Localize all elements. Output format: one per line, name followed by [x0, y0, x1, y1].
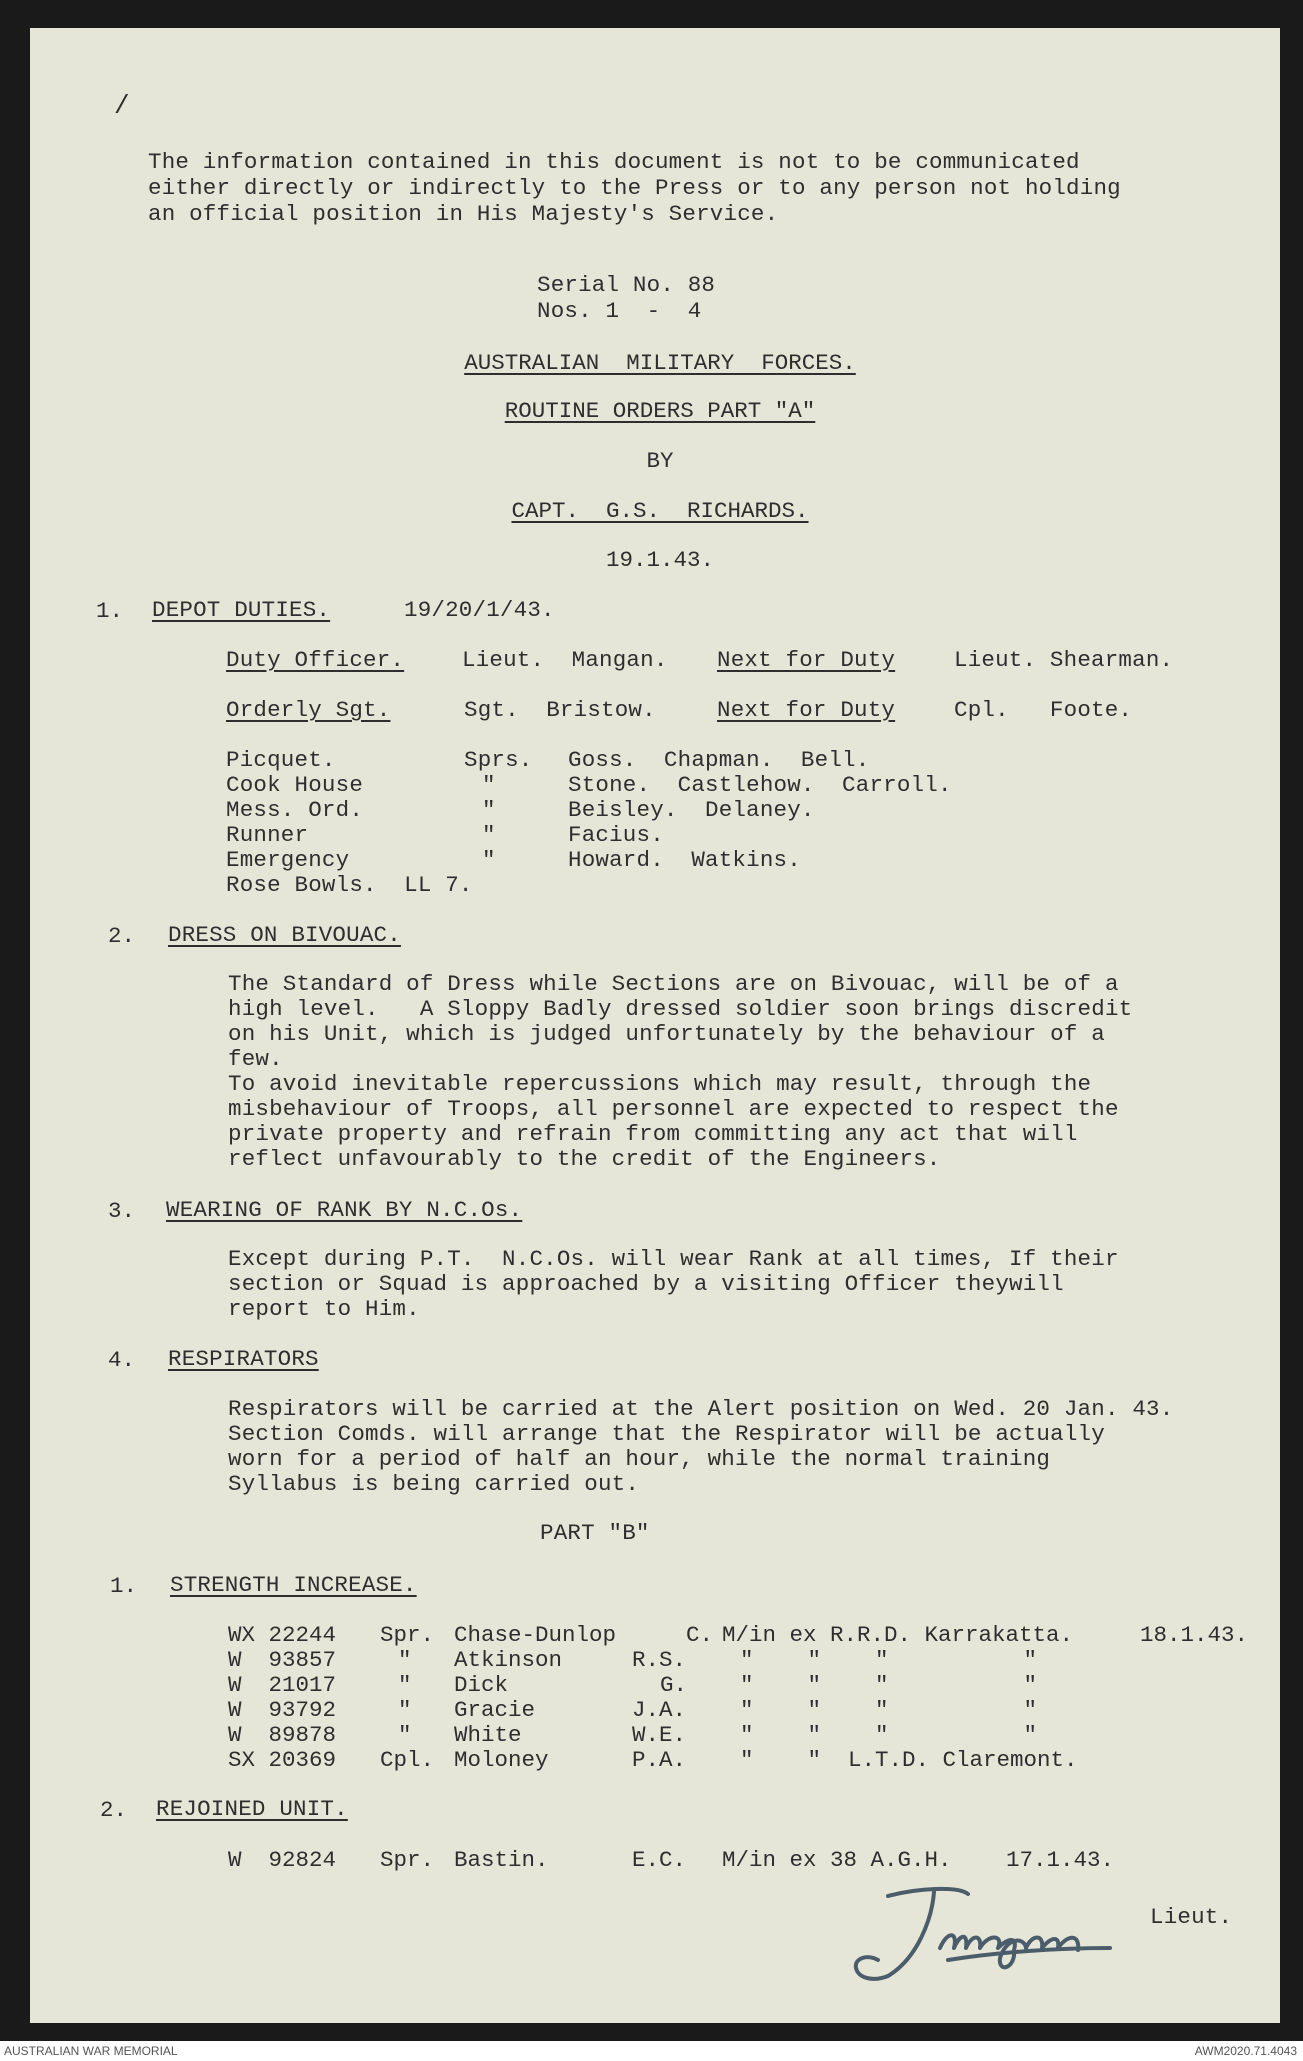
next-duty-label: Next for Duty — [717, 697, 896, 723]
duty-row-rank: " — [482, 847, 496, 873]
paragraph-line: The Standard of Dress while Sections are on Bivouac, will be of a — [228, 971, 1119, 997]
section-title: STRENGTH INCREASE. — [170, 1572, 417, 1598]
strength-no: W 93857 — [228, 1647, 337, 1673]
by-heading: BY — [646, 448, 674, 474]
duty-row-names: Stone. Castlehow. Carroll. — [568, 772, 952, 798]
duty-row-duty: Runner — [226, 822, 309, 848]
footer-right: AWM2020.71.4043 — [1194, 2044, 1297, 2058]
item-number: 1. — [96, 598, 124, 624]
notice-line-1: The information contained in this document is not to be communicated — [148, 149, 1080, 175]
orders-heading: ROUTINE ORDERS PART "A" — [504, 398, 816, 424]
rejoined-no: W 92824 — [228, 1847, 337, 1873]
strength-detail: " " " " — [740, 1647, 1038, 1673]
notice-line-3: an official position in His Majesty's Service. — [148, 201, 779, 227]
paragraph-line: high level. A Sloppy Badly dressed soldier soon brings discredit — [228, 996, 1133, 1022]
strength-no: SX 20369 — [228, 1747, 337, 1773]
duty-row-duty: Picquet. — [226, 747, 336, 773]
rejoined-rank: Spr. — [380, 1847, 435, 1873]
strength-name: Chase-Dunlop — [454, 1622, 617, 1648]
paragraph-line: Respirators will be carried at the Alert position on Wed. 20 Jan. 43. — [228, 1396, 1174, 1422]
org-heading: AUSTRALIAN MILITARY FORCES. — [464, 350, 856, 376]
rejoined-date: 17.1.43. — [1006, 1847, 1115, 1873]
duty-officer-label: Duty Officer. — [226, 647, 405, 673]
serial-nos: Nos. 1 - 4 — [537, 298, 702, 324]
footer-bar — [0, 2041, 1303, 2061]
part-b-heading: PART "B" — [540, 1520, 650, 1546]
duty-officer-name: Lieut. Mangan. — [462, 647, 668, 673]
section-title: DRESS ON BIVOUAC. — [168, 922, 401, 948]
strength-name: Atkinson — [454, 1647, 563, 1673]
orderly-sgt-label: Orderly Sgt. — [226, 697, 391, 723]
serial-number: Serial No. 88 — [537, 272, 716, 298]
strength-no: W 89878 — [228, 1722, 337, 1748]
strength-rank: " — [398, 1697, 412, 1723]
paragraph-line: misbehaviour of Troops, all personnel are expected to respect the — [228, 1096, 1119, 1122]
duty-row-rank: " — [482, 772, 496, 798]
duty-row-duty: Emergency — [226, 847, 350, 873]
paragraph-line: Except during P.T. N.C.Os. will wear Rank at all times, If their — [228, 1246, 1119, 1272]
rose-bowls: Rose Bowls. LL 7. — [226, 872, 473, 898]
paragraph-line: Syllabus is being carried out. — [228, 1471, 640, 1497]
rejoined-name: Bastin. — [454, 1847, 549, 1873]
date-heading: 19.1.43. — [605, 547, 715, 573]
duty-row-rank: " — [482, 822, 496, 848]
strength-date: 18.1.43. — [1140, 1622, 1249, 1648]
strength-init: W.E. — [632, 1722, 687, 1748]
duty-row-names: Facius. — [568, 822, 664, 848]
strength-detail: " " " " — [740, 1697, 1038, 1723]
strength-name: Gracie — [454, 1697, 536, 1723]
officer-heading: CAPT. G.S. RICHARDS. — [511, 498, 809, 524]
item-number: 2. — [100, 1797, 128, 1823]
section-title: REJOINED UNIT. — [156, 1796, 348, 1822]
strength-name: White — [454, 1722, 522, 1748]
strength-init: G. — [660, 1672, 688, 1698]
paragraph-line: To avoid inevitable repercussions which may result, through the — [228, 1071, 1092, 1097]
section-title: DEPOT DUTIES. — [152, 597, 331, 623]
handwritten-signature — [848, 1878, 1148, 1988]
strength-rank: " — [398, 1647, 412, 1673]
paragraph-line: section or Squad is approached by a visiting Officer theywill — [228, 1271, 1064, 1297]
duty-date: 19/20/1/43. — [404, 597, 555, 623]
item-number: 1. — [110, 1573, 138, 1599]
margin-mark: / — [114, 91, 130, 121]
duty-row-rank: Sprs. — [464, 747, 533, 773]
strength-init: P.A. — [632, 1747, 687, 1773]
strength-rank: " — [398, 1722, 412, 1748]
strength-name: Moloney — [454, 1747, 549, 1773]
duty-row-names: Beisley. Delaney. — [568, 797, 815, 823]
next-duty-sgt: Cpl. Foote. — [954, 697, 1133, 723]
section-title: WEARING OF RANK BY N.C.Os. — [166, 1197, 523, 1223]
item-number: 4. — [108, 1347, 136, 1373]
strength-rank: Cpl. — [380, 1747, 435, 1773]
paragraph-line: Section Comds. will arrange that the Respirator will be actually — [228, 1421, 1105, 1447]
section-title: RESPIRATORS — [168, 1346, 319, 1372]
strength-name: Dick — [454, 1672, 509, 1698]
strength-init: C. — [686, 1622, 714, 1648]
rejoined-detail: M/in ex 38 A.G.H. — [722, 1847, 952, 1873]
duty-row-duty: Mess. Ord. — [226, 797, 364, 823]
duty-row-names: Goss. Chapman. Bell. — [568, 747, 870, 773]
next-duty-label: Next for Duty — [717, 647, 896, 673]
paragraph-line: on his Unit, which is judged unfortunately by the behaviour of a — [228, 1021, 1105, 1047]
strength-detail: " " " " — [740, 1722, 1038, 1748]
item-number: 3. — [108, 1198, 136, 1224]
rejoined-init: E.C. — [632, 1847, 687, 1873]
paragraph-line: report to Him. — [228, 1296, 420, 1322]
strength-no: W 21017 — [228, 1672, 337, 1698]
strength-detail: " " " " — [740, 1672, 1038, 1698]
paragraph-line: private property and refrain from committing any act that will — [228, 1121, 1078, 1147]
paragraph-line: reflect unfavourably to the credit of the Engineers. — [228, 1146, 941, 1172]
next-duty-officer: Lieut. Shearman. — [954, 647, 1174, 673]
orderly-sgt-name: Sgt. Bristow. — [464, 697, 656, 723]
strength-no: W 93792 — [228, 1697, 337, 1723]
paragraph-line: few. — [228, 1046, 283, 1072]
duty-row-names: Howard. Watkins. — [568, 847, 801, 873]
strength-rank: " — [398, 1672, 412, 1698]
signature-rank: Lieut. — [1150, 1904, 1233, 1930]
strength-no: WX 22244 — [228, 1622, 337, 1648]
duty-row-duty: Cook House — [226, 772, 364, 798]
strength-init: J.A. — [632, 1697, 687, 1723]
footer-left: AUSTRALIAN WAR MEMORIAL — [4, 2044, 178, 2058]
strength-detail: M/in ex R.R.D. Karrakatta. — [722, 1622, 1074, 1648]
duty-row-rank: " — [482, 797, 496, 823]
notice-line-2: either directly or indirectly to the Press or to any person not holding — [148, 175, 1121, 201]
strength-detail: " " L.T.D. Claremont. — [740, 1747, 1078, 1773]
strength-rank: Spr. — [380, 1622, 435, 1648]
item-number: 2. — [108, 923, 136, 949]
paragraph-line: worn for a period of half an hour, while the normal training — [228, 1446, 1051, 1472]
strength-init: R.S. — [632, 1647, 687, 1673]
